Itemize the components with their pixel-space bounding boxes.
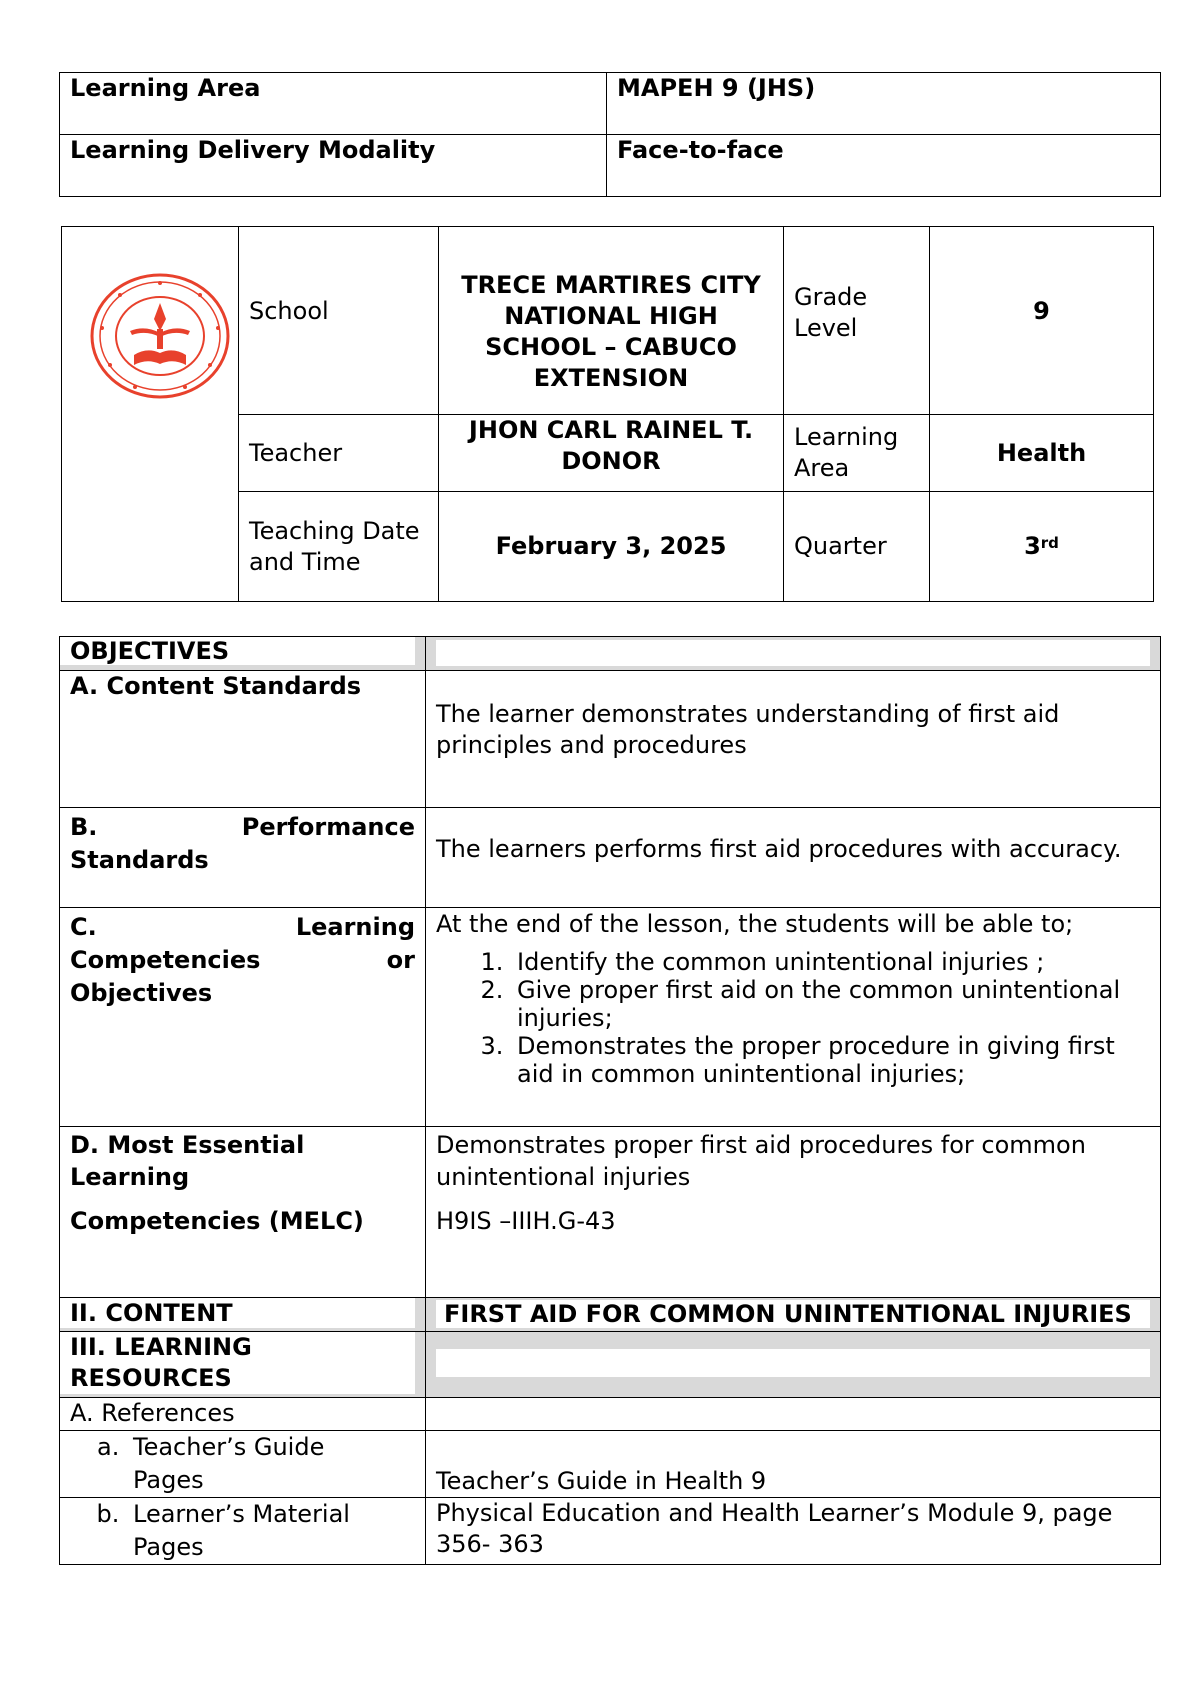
content-value-cell	[426, 1298, 1161, 1332]
school-value: TRECE MARTIRES CITY NATIONAL HIGH SCHOOL – CABUCO EXTENSION	[439, 227, 784, 415]
quarter-label: Quarter	[784, 492, 930, 602]
melc-label: D. Most Essential Learning Competencies (MELC)	[60, 1127, 426, 1298]
learning-area-value: MAPEH 9 (JHS)	[607, 73, 1161, 135]
resources-blank	[426, 1332, 1161, 1398]
lm-label-cell	[60, 1498, 426, 1565]
school-info-table	[61, 226, 1154, 602]
performance-label: B. Performance Standards	[60, 808, 426, 908]
teacher-label: Teacher	[239, 415, 439, 492]
content-row	[60, 1298, 1161, 1332]
resources-label-cell	[60, 1332, 426, 1398]
competencies-list	[436, 948, 1150, 1088]
melc-row	[60, 1127, 1161, 1298]
objectives-row	[60, 637, 1161, 671]
competencies-value	[426, 908, 1161, 1127]
content-value: FIRST AID FOR COMMON UNINTENTIONAL INJURIES	[436, 1300, 1150, 1328]
content-standards-value: The learner demonstrates understanding of first aid principles and procedures	[426, 671, 1161, 808]
school-seal-icon	[90, 273, 230, 399]
melc-value: Demonstrates proper first aid procedures for common unintentional injuries H9IS –IIIH.G-43	[426, 1127, 1161, 1298]
resources-row	[60, 1332, 1161, 1398]
list-item: 3. Demonstrates the proper procedure in giving first aid in common unintentional injuries;	[511, 1032, 1150, 1088]
references-row	[60, 1398, 1161, 1431]
school-label: School	[239, 227, 439, 415]
grade-label: Grade Level	[784, 227, 930, 415]
list-item: 1. Identify the common unintentional injuries ;	[511, 948, 1150, 976]
melc-code: H9IS –IIIH.G-43	[436, 1207, 616, 1235]
tg-value: Teacher’s Guide in Health 9	[426, 1431, 1161, 1498]
performance-row	[60, 808, 1161, 908]
lm-row	[60, 1498, 1161, 1565]
list-item: 2. Give proper first aid on the common unintentional injuries;	[511, 976, 1150, 1032]
resources-label: III. LEARNING RESOURCES	[60, 1332, 415, 1394]
objectives-blank	[426, 637, 1161, 671]
competencies-row	[60, 908, 1161, 1127]
tg-label: a. Teacher’s Guide Pages	[127, 1431, 343, 1497]
modality-label: Learning Delivery Modality	[60, 135, 607, 197]
area-value: Health	[930, 415, 1154, 492]
modality-value: Face-to-face	[607, 135, 1161, 197]
objectives-heading-cell	[60, 637, 426, 671]
learning-area-label: Learning Area	[60, 73, 607, 135]
references-label: A. References	[60, 1398, 426, 1431]
learning-area-table	[59, 72, 1161, 197]
competencies-label: C. Learning Competencies or Objectives	[60, 908, 426, 1127]
lm-label: b. Learner’s Material Pages	[127, 1498, 365, 1564]
lesson-plan-table	[59, 636, 1161, 1565]
grade-value: 9	[930, 227, 1154, 415]
quarter-value: 3rd	[930, 492, 1154, 602]
content-standards-label: A. Content Standards	[60, 671, 426, 808]
date-value: February 3, 2025	[439, 492, 784, 602]
teacher-value: JHON CARL RAINEL T. DONOR	[439, 415, 784, 492]
content-label: II. CONTENT	[60, 1298, 415, 1328]
lm-value: Physical Education and Health Learner’s Module 9, page 356- 363	[426, 1498, 1161, 1565]
learning-area-row	[60, 73, 1161, 135]
content-standards-row	[60, 671, 1161, 808]
modality-row	[60, 135, 1161, 197]
seal-cell	[62, 227, 239, 602]
area-label: Learning Area	[784, 415, 930, 492]
tg-label-cell	[60, 1431, 426, 1498]
date-label: Teaching Date and Time	[239, 492, 439, 602]
school-row	[62, 227, 1154, 415]
references-blank	[426, 1398, 1161, 1431]
objectives-heading: OBJECTIVES	[60, 637, 415, 665]
content-label-cell	[60, 1298, 426, 1332]
tg-row	[60, 1431, 1161, 1498]
performance-value: The learners performs first aid procedures with accuracy.	[426, 808, 1161, 908]
competencies-intro: At the end of the lesson, the students will be able to;	[436, 910, 1074, 938]
